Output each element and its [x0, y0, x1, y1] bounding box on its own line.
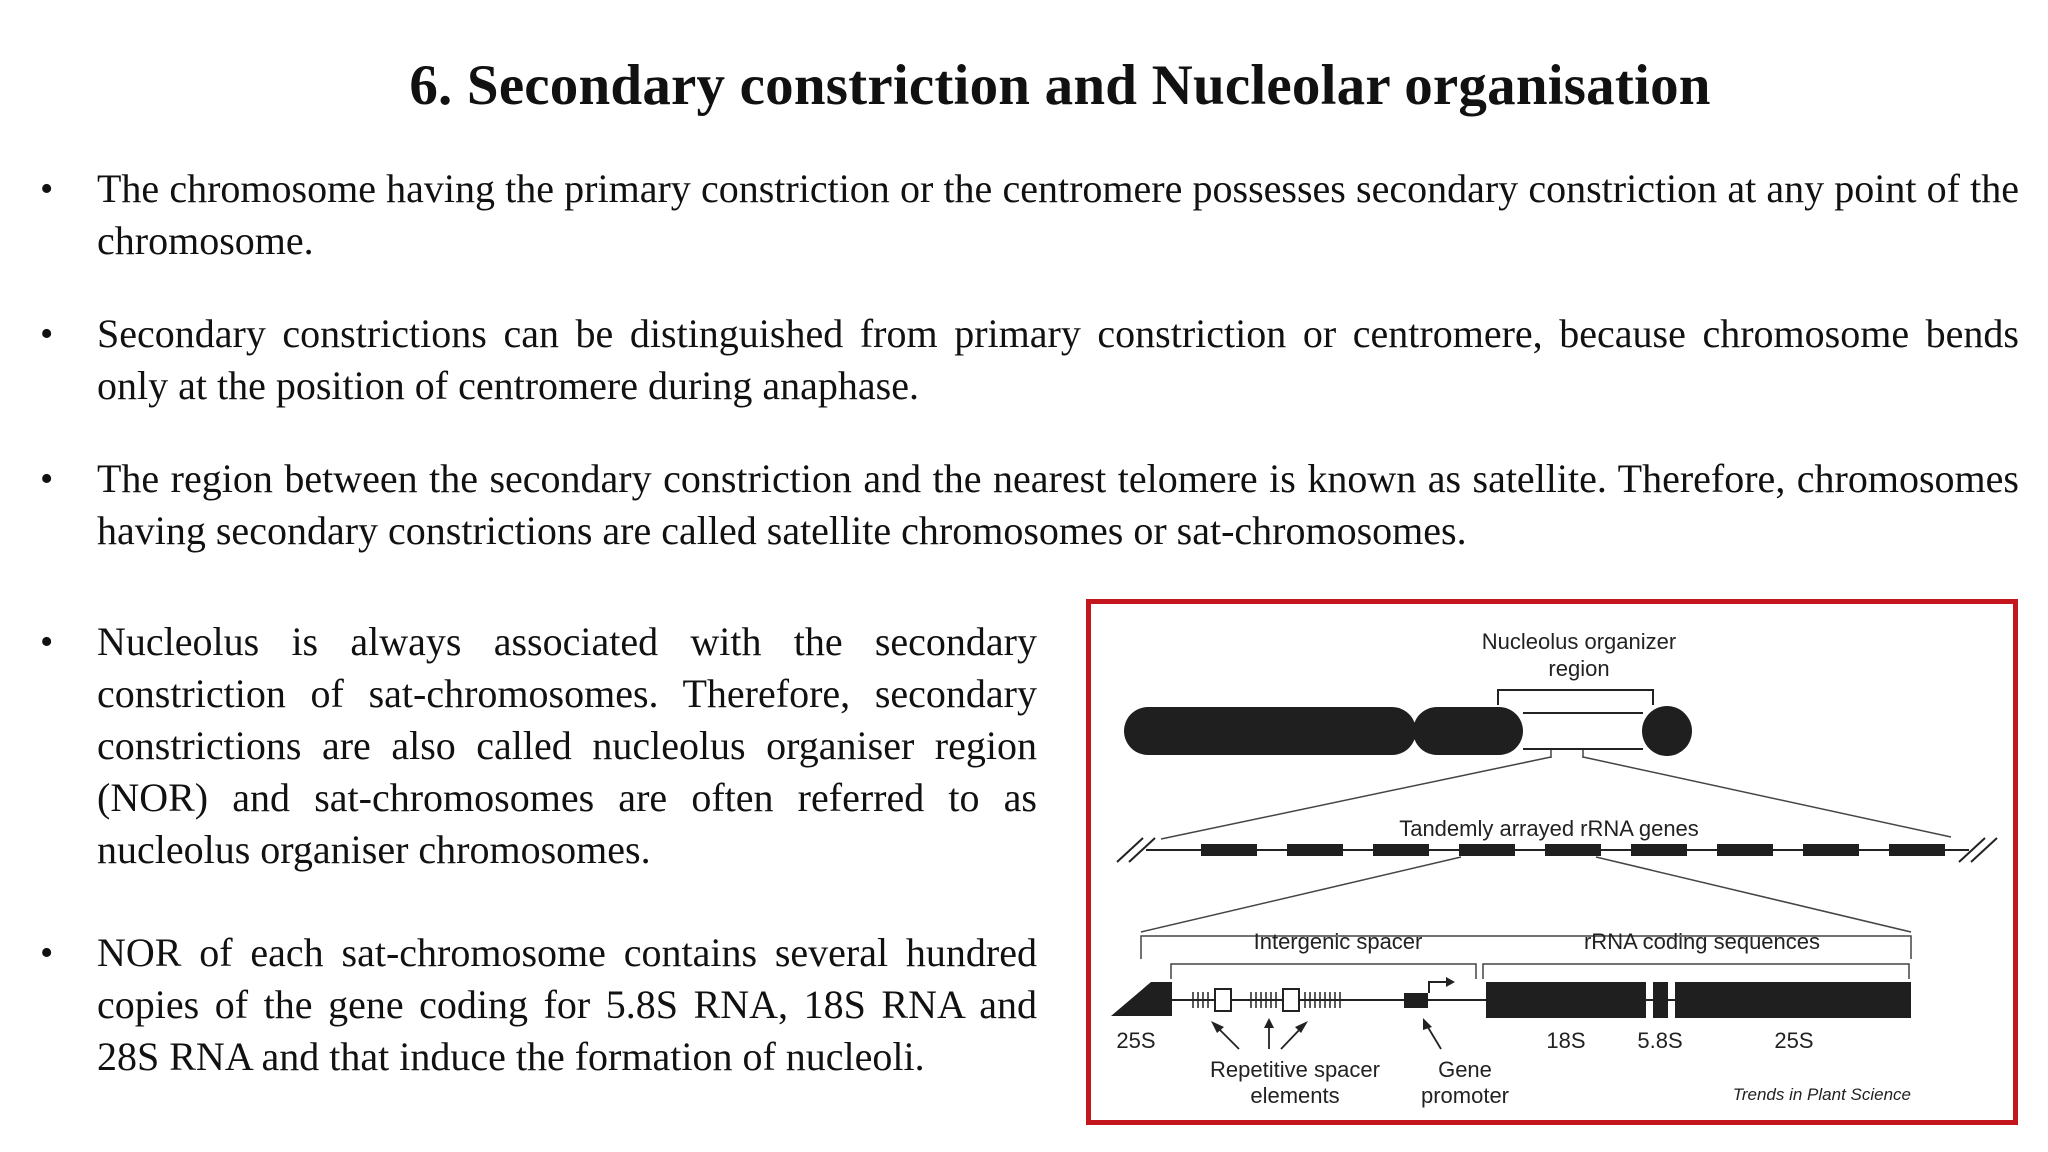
spacer-box-2	[1283, 989, 1299, 1011]
s18-label: 18S	[1546, 1028, 1586, 1053]
chromosome-long-arm	[1124, 707, 1416, 755]
transcription-arrow	[1429, 982, 1446, 993]
nor-label-line1: Nucleolus organizer	[1481, 629, 1677, 654]
intergenic-label: Intergenic spacer	[1253, 929, 1423, 954]
nor-diagram	[1086, 599, 2018, 1125]
bullet-dot: •	[40, 932, 54, 974]
coding-label: rRNA coding sequences	[1583, 929, 1821, 954]
nor-label-line2: region	[1548, 656, 1610, 681]
repetitive-label-line1: Repetitive spacer	[1210, 1057, 1380, 1082]
s25-right-block	[1675, 982, 1911, 1018]
tandem-gene-units	[1201, 844, 1945, 856]
s58-label: 5.8S	[1637, 1028, 1683, 1053]
gene-label-line1: Gene	[1438, 1057, 1492, 1082]
repetitive-label-line2: elements	[1250, 1083, 1340, 1108]
bullet-5	[40, 927, 1037, 1083]
coding-bracket	[1483, 964, 1909, 979]
s25-right-label: 25S	[1774, 1028, 1814, 1053]
bullet-2	[40, 308, 2019, 412]
bullet-dot: •	[40, 313, 54, 355]
bullet-dot: •	[40, 458, 54, 500]
s18-block	[1486, 982, 1646, 1018]
transcription-arrow-head	[1446, 977, 1455, 987]
spacer-box-1	[1215, 989, 1231, 1011]
promoter-block	[1404, 993, 1428, 1008]
bullet-text: The chromosome having the primary constriction or the centromere possesses secondary constriction at any point of the chromosome.	[97, 166, 2019, 263]
bullet-text: Secondary constrictions can be distinguished from primary constriction or centromere, because chromosome bends only at the position of centromere during anaphase.	[97, 311, 2019, 408]
repetitive-pointer-heads	[1211, 1018, 1308, 1033]
bullet-3	[40, 453, 2019, 557]
repetitive-pointers	[1216, 1024, 1303, 1049]
promoter-pointer-head	[1423, 1018, 1432, 1030]
bullet-dot: •	[40, 168, 54, 210]
s25-left-block	[1111, 982, 1172, 1016]
gene-label-line2: promoter	[1420, 1083, 1510, 1108]
bullet-1	[40, 163, 2019, 267]
nor-diagram-svg	[1091, 604, 2013, 1120]
bullet-text: The region between the secondary constriction and the nearest telomere is known as satellite. Therefore, chromosomes having secondary constrictions are called satellite chromosomes or sat-chromosomes.	[97, 456, 2019, 553]
intergenic-bracket	[1171, 964, 1476, 979]
page-title: 6. Secondary constriction and Nucleolar organisation	[409, 54, 1711, 117]
bullet-text: NOR of each sat-chromosome contains several hundred copies of the gene coding for 5.8S RNA, 18S RNA and 28S RNA and that induce the formation of nucleoli.	[97, 930, 1037, 1079]
unit-zoom-left	[1141, 857, 1461, 932]
s58-block	[1653, 982, 1668, 1018]
source-credit: Trends in Plant Science	[1732, 1085, 1911, 1104]
bullet-dot: •	[40, 621, 54, 663]
s25-left-label: 25S	[1116, 1028, 1156, 1053]
bullet-text: Nucleolus is always associated with the secondary constriction of sat-chromosomes. Therefore, secondary constrictions are also called nucleolus organiser region (NOR) and sat-chromosomes are often referred to as nucleolus organiser chromosomes.	[97, 619, 1037, 872]
nor-bracket	[1498, 690, 1653, 705]
tandem-label: Tandemly arrayed rRNA genes	[1399, 816, 1699, 841]
unit-zoom-right	[1596, 857, 1911, 932]
chromosome-short-arm	[1413, 707, 1523, 755]
satellite	[1642, 706, 1692, 756]
bullet-4	[40, 616, 1037, 876]
